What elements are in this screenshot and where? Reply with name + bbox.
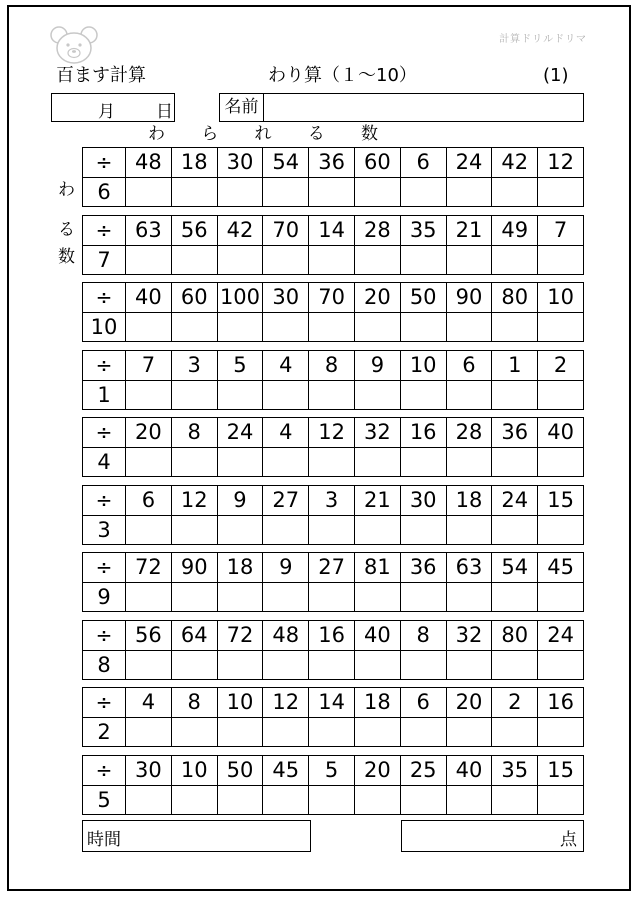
dividend-cell: 15 bbox=[538, 756, 584, 786]
dividend-cell: 30 bbox=[263, 283, 309, 313]
month-label: 月 bbox=[98, 102, 115, 122]
answer-cell[interactable] bbox=[126, 717, 172, 747]
dividend-cell: 32 bbox=[354, 418, 400, 448]
answer-cell[interactable] bbox=[263, 515, 309, 545]
answer-cell[interactable] bbox=[492, 380, 538, 410]
dividend-cell: 27 bbox=[263, 486, 309, 516]
answer-row bbox=[83, 447, 584, 477]
dividend-cell: 21 bbox=[446, 216, 492, 246]
dividend-cell: 81 bbox=[354, 553, 400, 583]
division-grid bbox=[82, 215, 584, 275]
dividend-cell: 45 bbox=[263, 756, 309, 786]
answer-row bbox=[83, 380, 584, 410]
answer-row bbox=[83, 245, 584, 275]
dividend-cell: 56 bbox=[171, 216, 217, 246]
dividend-cell: 40 bbox=[538, 418, 584, 448]
answer-cell[interactable] bbox=[309, 447, 355, 477]
dividend-cell: 72 bbox=[217, 621, 263, 651]
dividend-cell: 14 bbox=[309, 216, 355, 246]
dividend-cell: 10 bbox=[171, 756, 217, 786]
answer-cell[interactable] bbox=[446, 447, 492, 477]
answer-cell[interactable] bbox=[263, 717, 309, 747]
answer-cell[interactable] bbox=[400, 245, 446, 275]
divide-operator: ÷ bbox=[83, 283, 126, 313]
answer-cell[interactable] bbox=[171, 515, 217, 545]
answer-cell[interactable] bbox=[217, 785, 263, 815]
answer-cell[interactable] bbox=[126, 312, 172, 342]
dividend-row bbox=[83, 553, 584, 583]
divisor-cell: 8 bbox=[83, 650, 126, 680]
bear-face-icon bbox=[48, 26, 100, 66]
answer-cell[interactable] bbox=[492, 245, 538, 275]
brand-label: 計算ドリルドリマ bbox=[499, 34, 587, 45]
dividend-header bbox=[148, 122, 378, 146]
dividend-cell: 36 bbox=[309, 148, 355, 178]
dividend-cell: 16 bbox=[400, 418, 446, 448]
answer-cell[interactable] bbox=[354, 380, 400, 410]
answer-cell[interactable] bbox=[217, 380, 263, 410]
answer-cell[interactable] bbox=[263, 785, 309, 815]
dividend-cell: 56 bbox=[126, 621, 172, 651]
score-field[interactable] bbox=[401, 820, 584, 852]
answer-cell[interactable] bbox=[400, 515, 446, 545]
dividend-cell: 2 bbox=[538, 351, 584, 381]
answer-row bbox=[83, 650, 584, 680]
dividend-cell: 27 bbox=[309, 553, 355, 583]
answer-cell[interactable] bbox=[354, 717, 400, 747]
dividend-cell: 48 bbox=[126, 148, 172, 178]
answer-cell[interactable] bbox=[126, 245, 172, 275]
answer-cell[interactable] bbox=[538, 447, 584, 477]
answer-cell[interactable] bbox=[263, 582, 309, 612]
dividend-cell: 4 bbox=[126, 688, 172, 718]
dividend-row bbox=[83, 621, 584, 651]
dividend-cell: 20 bbox=[354, 283, 400, 313]
dividend-cell: 8 bbox=[171, 418, 217, 448]
time-label: 時間 bbox=[87, 830, 121, 850]
division-grid bbox=[82, 417, 584, 477]
divide-operator: ÷ bbox=[83, 553, 126, 583]
dividend-cell: 6 bbox=[400, 688, 446, 718]
dividend-row bbox=[83, 216, 584, 246]
answer-cell[interactable] bbox=[263, 177, 309, 207]
answer-cell[interactable] bbox=[446, 582, 492, 612]
division-grid bbox=[82, 687, 584, 747]
answer-cell[interactable] bbox=[171, 177, 217, 207]
dividend-cell: 12 bbox=[309, 418, 355, 448]
dividend-cell: 42 bbox=[217, 216, 263, 246]
answer-cell[interactable] bbox=[400, 717, 446, 747]
dividend-cell: 12 bbox=[171, 486, 217, 516]
dividend-cell: 6 bbox=[446, 351, 492, 381]
answer-cell[interactable] bbox=[263, 650, 309, 680]
answer-cell[interactable] bbox=[126, 515, 172, 545]
dividend-header-char: れ bbox=[254, 124, 272, 144]
dividend-cell: 24 bbox=[446, 148, 492, 178]
score-label: 点 bbox=[560, 830, 577, 850]
answer-cell[interactable] bbox=[309, 717, 355, 747]
answer-cell[interactable] bbox=[492, 312, 538, 342]
dividend-cell: 3 bbox=[309, 486, 355, 516]
dividend-cell: 18 bbox=[217, 553, 263, 583]
answer-row bbox=[83, 582, 584, 612]
answer-cell[interactable] bbox=[538, 177, 584, 207]
answer-cell[interactable] bbox=[126, 582, 172, 612]
dividend-cell: 16 bbox=[538, 688, 584, 718]
answer-cell[interactable] bbox=[538, 582, 584, 612]
dividend-header-char: わ bbox=[148, 124, 165, 144]
answer-cell[interactable] bbox=[354, 447, 400, 477]
dividend-cell: 90 bbox=[446, 283, 492, 313]
divisor-cell: 6 bbox=[83, 177, 126, 207]
dividend-cell: 12 bbox=[538, 148, 584, 178]
dividend-cell: 63 bbox=[446, 553, 492, 583]
dividend-cell: 35 bbox=[400, 216, 446, 246]
answer-row bbox=[83, 177, 584, 207]
answer-cell[interactable] bbox=[217, 650, 263, 680]
dividend-cell: 1 bbox=[492, 351, 538, 381]
answer-cell[interactable] bbox=[263, 245, 309, 275]
dividend-cell: 30 bbox=[400, 486, 446, 516]
dividend-cell: 42 bbox=[492, 148, 538, 178]
answer-cell[interactable] bbox=[309, 582, 355, 612]
dividend-cell: 36 bbox=[400, 553, 446, 583]
dividend-cell: 20 bbox=[354, 756, 400, 786]
dividend-cell: 6 bbox=[126, 486, 172, 516]
answer-cell[interactable] bbox=[538, 515, 584, 545]
dividend-cell: 8 bbox=[400, 621, 446, 651]
answer-cell[interactable] bbox=[400, 177, 446, 207]
worksheet-number: (1) bbox=[543, 65, 569, 86]
divide-operator: ÷ bbox=[83, 486, 126, 516]
answer-cell[interactable] bbox=[171, 380, 217, 410]
divisor-cell: 2 bbox=[83, 717, 126, 747]
answer-cell[interactable] bbox=[217, 582, 263, 612]
answer-cell[interactable] bbox=[171, 785, 217, 815]
time-field[interactable] bbox=[82, 820, 311, 852]
division-grid bbox=[82, 552, 584, 612]
answer-row bbox=[83, 785, 584, 815]
answer-cell[interactable] bbox=[538, 785, 584, 815]
dividend-cell: 80 bbox=[492, 283, 538, 313]
answer-cell[interactable] bbox=[309, 785, 355, 815]
dividend-cell: 8 bbox=[309, 351, 355, 381]
dividend-cell: 14 bbox=[309, 688, 355, 718]
dividend-cell: 60 bbox=[171, 283, 217, 313]
divide-operator: ÷ bbox=[83, 351, 126, 381]
answer-cell[interactable] bbox=[400, 312, 446, 342]
division-grid bbox=[82, 620, 584, 680]
dividend-row bbox=[83, 688, 584, 718]
answer-row bbox=[83, 717, 584, 747]
dividend-cell: 21 bbox=[354, 486, 400, 516]
answer-cell[interactable] bbox=[171, 312, 217, 342]
answer-cell[interactable] bbox=[492, 177, 538, 207]
answer-cell[interactable] bbox=[171, 717, 217, 747]
answer-cell[interactable] bbox=[309, 245, 355, 275]
name-field[interactable] bbox=[219, 93, 584, 122]
answer-cell[interactable] bbox=[446, 380, 492, 410]
dividend-cell: 36 bbox=[492, 418, 538, 448]
answer-cell[interactable] bbox=[354, 515, 400, 545]
worksheet-title: 百ます計算 bbox=[56, 65, 146, 86]
answer-cell[interactable] bbox=[171, 650, 217, 680]
dividend-cell: 80 bbox=[492, 621, 538, 651]
dividend-cell: 50 bbox=[400, 283, 446, 313]
divisor-cell: 9 bbox=[83, 582, 126, 612]
answer-cell[interactable] bbox=[309, 380, 355, 410]
answer-cell[interactable] bbox=[538, 245, 584, 275]
answer-cell[interactable] bbox=[217, 312, 263, 342]
dividend-row bbox=[83, 283, 584, 313]
dividend-cell: 45 bbox=[538, 553, 584, 583]
answer-cell[interactable] bbox=[217, 245, 263, 275]
divide-operator: ÷ bbox=[83, 688, 126, 718]
divisor-cell: 10 bbox=[83, 312, 126, 342]
answer-cell[interactable] bbox=[400, 380, 446, 410]
dividend-cell: 72 bbox=[126, 553, 172, 583]
divisor-label-char: わ bbox=[58, 180, 75, 200]
answer-cell[interactable] bbox=[171, 447, 217, 477]
answer-cell[interactable] bbox=[492, 515, 538, 545]
dividend-cell: 12 bbox=[263, 688, 309, 718]
answer-cell[interactable] bbox=[492, 650, 538, 680]
dividend-cell: 16 bbox=[309, 621, 355, 651]
dividend-cell: 24 bbox=[538, 621, 584, 651]
answer-cell[interactable] bbox=[126, 785, 172, 815]
dividend-cell: 15 bbox=[538, 486, 584, 516]
answer-cell[interactable] bbox=[492, 582, 538, 612]
dividend-cell: 10 bbox=[217, 688, 263, 718]
dividend-cell: 8 bbox=[171, 688, 217, 718]
answer-cell[interactable] bbox=[126, 380, 172, 410]
divisor-label-char: る bbox=[58, 220, 75, 240]
answer-cell[interactable] bbox=[217, 177, 263, 207]
dividend-cell: 5 bbox=[217, 351, 263, 381]
answer-cell[interactable] bbox=[217, 717, 263, 747]
dividend-header-char: ら bbox=[201, 124, 219, 144]
answer-cell[interactable] bbox=[309, 650, 355, 680]
dividend-row bbox=[83, 148, 584, 178]
dividend-cell: 32 bbox=[446, 621, 492, 651]
name-label: 名前 bbox=[220, 94, 264, 121]
divisor-cell: 7 bbox=[83, 245, 126, 275]
answer-cell[interactable] bbox=[446, 515, 492, 545]
answer-cell[interactable] bbox=[354, 177, 400, 207]
dividend-cell: 7 bbox=[538, 216, 584, 246]
dividend-cell: 60 bbox=[354, 148, 400, 178]
dividend-cell: 100 bbox=[217, 283, 263, 313]
dividend-cell: 10 bbox=[538, 283, 584, 313]
divisor-cell: 5 bbox=[83, 785, 126, 815]
answer-cell[interactable] bbox=[354, 582, 400, 612]
answer-row bbox=[83, 515, 584, 545]
answer-cell[interactable] bbox=[263, 380, 309, 410]
dividend-cell: 18 bbox=[354, 688, 400, 718]
answer-cell[interactable] bbox=[538, 312, 584, 342]
answer-cell[interactable] bbox=[400, 447, 446, 477]
answer-cell[interactable] bbox=[171, 582, 217, 612]
dividend-cell: 2 bbox=[492, 688, 538, 718]
dividend-cell: 50 bbox=[217, 756, 263, 786]
dividend-cell: 70 bbox=[309, 283, 355, 313]
division-grid bbox=[82, 755, 584, 815]
divisor-label-char: 数 bbox=[58, 247, 75, 267]
answer-cell[interactable] bbox=[309, 515, 355, 545]
answer-cell[interactable] bbox=[400, 785, 446, 815]
answer-cell[interactable] bbox=[217, 447, 263, 477]
answer-cell[interactable] bbox=[400, 582, 446, 612]
answer-cell[interactable] bbox=[400, 650, 446, 680]
divisor-cell: 4 bbox=[83, 447, 126, 477]
dividend-row bbox=[83, 756, 584, 786]
division-grid bbox=[82, 147, 584, 207]
answer-cell[interactable] bbox=[171, 245, 217, 275]
worksheet-subtitle: わり算（１～10） bbox=[268, 65, 417, 86]
divide-operator: ÷ bbox=[83, 216, 126, 246]
dividend-cell: 48 bbox=[263, 621, 309, 651]
dividend-cell: 40 bbox=[126, 283, 172, 313]
answer-cell[interactable] bbox=[492, 717, 538, 747]
dividend-row bbox=[83, 418, 584, 448]
dividend-cell: 54 bbox=[492, 553, 538, 583]
answer-cell[interactable] bbox=[538, 717, 584, 747]
answer-cell[interactable] bbox=[492, 785, 538, 815]
dividend-cell: 54 bbox=[263, 148, 309, 178]
answer-cell[interactable] bbox=[309, 312, 355, 342]
dividend-header-char: 数 bbox=[361, 124, 378, 144]
dividend-cell: 24 bbox=[492, 486, 538, 516]
answer-cell[interactable] bbox=[538, 380, 584, 410]
answer-cell[interactable] bbox=[446, 312, 492, 342]
dividend-cell: 63 bbox=[126, 216, 172, 246]
dividend-cell: 10 bbox=[400, 351, 446, 381]
dividend-cell: 9 bbox=[354, 351, 400, 381]
dividend-cell: 35 bbox=[492, 756, 538, 786]
division-grid bbox=[82, 350, 584, 410]
dividend-cell: 9 bbox=[217, 486, 263, 516]
dividend-cell: 28 bbox=[354, 216, 400, 246]
division-grid bbox=[82, 485, 584, 545]
divide-operator: ÷ bbox=[83, 621, 126, 651]
dividend-cell: 20 bbox=[446, 688, 492, 718]
dividend-cell: 28 bbox=[446, 418, 492, 448]
dividend-cell: 7 bbox=[126, 351, 172, 381]
answer-cell[interactable] bbox=[263, 447, 309, 477]
answer-cell[interactable] bbox=[354, 785, 400, 815]
dividend-cell: 18 bbox=[171, 148, 217, 178]
division-grid bbox=[82, 282, 584, 342]
answer-cell[interactable] bbox=[126, 650, 172, 680]
answer-cell[interactable] bbox=[354, 312, 400, 342]
dividend-cell: 30 bbox=[217, 148, 263, 178]
date-field[interactable] bbox=[51, 93, 175, 122]
dividend-cell: 5 bbox=[309, 756, 355, 786]
divide-operator: ÷ bbox=[83, 756, 126, 786]
divisor-cell: 1 bbox=[83, 380, 126, 410]
dividend-cell: 90 bbox=[171, 553, 217, 583]
dividend-row bbox=[83, 351, 584, 381]
dividend-cell: 6 bbox=[400, 148, 446, 178]
answer-cell[interactable] bbox=[446, 177, 492, 207]
answer-cell[interactable] bbox=[446, 650, 492, 680]
dividend-cell: 70 bbox=[263, 216, 309, 246]
answer-cell[interactable] bbox=[354, 245, 400, 275]
divide-operator: ÷ bbox=[83, 148, 126, 178]
dividend-cell: 30 bbox=[126, 756, 172, 786]
answer-row bbox=[83, 312, 584, 342]
answer-cell[interactable] bbox=[446, 245, 492, 275]
answer-cell[interactable] bbox=[126, 447, 172, 477]
dividend-cell: 9 bbox=[263, 553, 309, 583]
answer-cell[interactable] bbox=[538, 650, 584, 680]
dividend-cell: 64 bbox=[171, 621, 217, 651]
dividend-cell: 40 bbox=[354, 621, 400, 651]
dividend-cell: 3 bbox=[171, 351, 217, 381]
answer-cell[interactable] bbox=[446, 717, 492, 747]
answer-cell[interactable] bbox=[492, 447, 538, 477]
dividend-cell: 18 bbox=[446, 486, 492, 516]
answer-cell[interactable] bbox=[217, 515, 263, 545]
answer-cell[interactable] bbox=[126, 177, 172, 207]
dividend-cell: 4 bbox=[263, 351, 309, 381]
dividend-header-char: る bbox=[307, 124, 325, 144]
day-label: 日 bbox=[156, 102, 173, 122]
dividend-cell: 49 bbox=[492, 216, 538, 246]
answer-cell[interactable] bbox=[354, 650, 400, 680]
dividend-row bbox=[83, 486, 584, 516]
dividend-cell: 24 bbox=[217, 418, 263, 448]
divisor-cell: 3 bbox=[83, 515, 126, 545]
answer-cell[interactable] bbox=[309, 177, 355, 207]
dividend-cell: 20 bbox=[126, 418, 172, 448]
dividend-cell: 40 bbox=[446, 756, 492, 786]
answer-cell[interactable] bbox=[446, 785, 492, 815]
dividend-cell: 25 bbox=[400, 756, 446, 786]
divide-operator: ÷ bbox=[83, 418, 126, 448]
answer-cell[interactable] bbox=[263, 312, 309, 342]
dividend-cell: 4 bbox=[263, 418, 309, 448]
